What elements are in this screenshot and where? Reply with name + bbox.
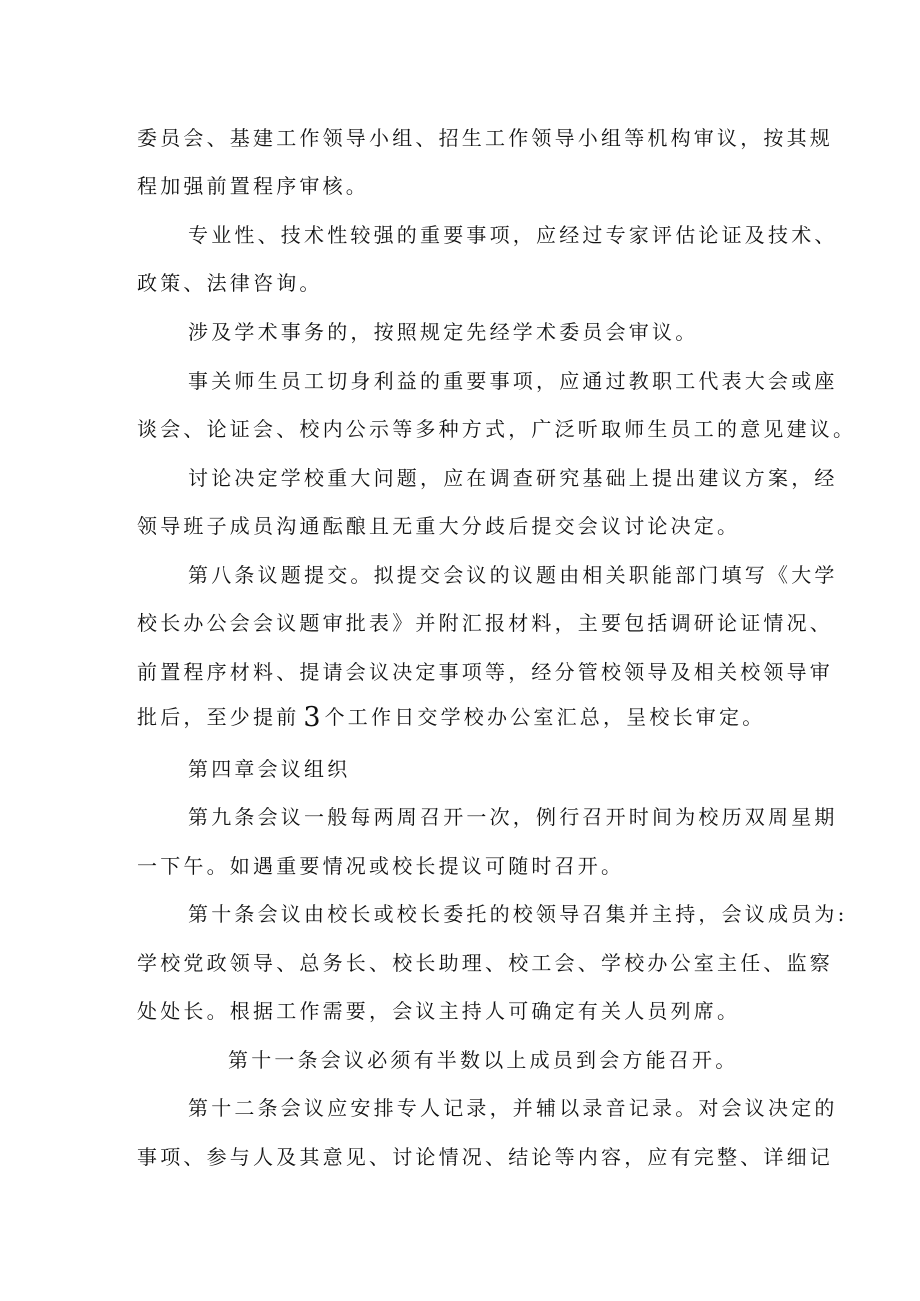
text-line: 事关师生员工切身利益的重要事项，应通过教职工代表大会或座	[188, 369, 838, 393]
text-segment: 个工作日交学校办公室汇总，呈校长审定。	[324, 705, 766, 729]
text-line: 涉及学术事务的，按照规定先经学术委员会审议。	[188, 320, 699, 344]
text-line: 委员会、基建工作领导小组、招生工作领导小组等机构审议，按其规	[137, 126, 833, 150]
text-line: 程加强前置程序审核。	[137, 174, 369, 198]
text-line: 谈会、论证会、校内公示等多种方式，广泛听取师生员工的意见建议。	[137, 417, 857, 441]
chapter-heading: 第四章会议组织	[188, 757, 351, 781]
text-line: 第九条会议一般每两周召开一次，例行召开时间为校历双周星期	[188, 805, 838, 829]
text-line: 事项、参与人及其意见、讨论情况、结论等内容，应有完整、详细记	[137, 1145, 833, 1169]
text-line: 校长办公会会议题审批表》并附汇报材料，主要包括调研论证情况、	[137, 611, 833, 635]
text-line: 前置程序材料、提请会议决定事项等，经分管校领导及相关校领导审	[137, 660, 833, 684]
text-line: 讨论决定学校重大问题，应在调查研究基础上提出建议方案，经	[188, 466, 838, 490]
text-segment: 批后，至少提前	[137, 705, 300, 729]
text-line: 第十条会议由校长或校长委托的校领导召集并主持，会议成员为:	[188, 902, 848, 926]
text-line: 一下午。如遇重要情况或校长提议可随时召开。	[137, 854, 625, 878]
text-line: 领导班子成员沟通酝酿且无重大分歧后提交会议讨论决定。	[137, 514, 741, 538]
text-line: 第八条议题提交。拟提交会议的议题由相关职能部门填写《大学	[188, 563, 838, 587]
text-line: 处处长。根据工作需要，会议主持人可确定有关人员列席。	[137, 999, 741, 1023]
text-line: 第十二条会议应安排专人记录，并辅以录音记录。对会议决定的	[188, 1096, 838, 1120]
text-line: 专业性、技术性较强的重要事项，应经过专家评估论证及技术、	[188, 223, 838, 247]
text-line: 学校党政领导、总务长、校长助理、校工会、学校办公室主任、监察	[137, 951, 833, 975]
text-line	[0, 701, 920, 733]
text-line: 政策、法律咨询。	[137, 271, 323, 295]
number-highlight: 3	[303, 702, 321, 733]
text-line: 第十一条会议必须有半数以上成员到会方能召开。	[228, 1048, 739, 1072]
